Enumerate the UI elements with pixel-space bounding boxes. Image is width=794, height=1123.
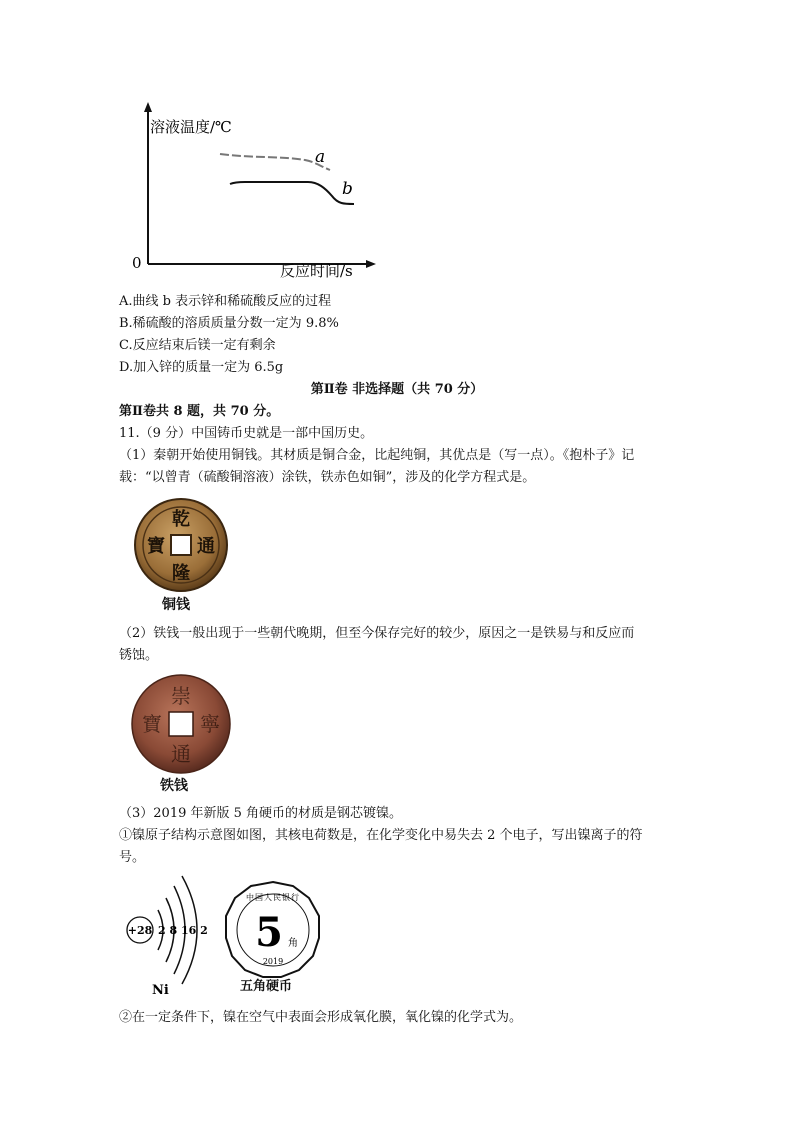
q11-part3: （3）2019 年新版 5 角硬币的材质是钢芯镀镍。 [119, 806, 403, 821]
iron-coin-caption: 铁钱 [160, 778, 188, 794]
copper-coin-image [133, 497, 233, 597]
q11-part3-1-line1: ①镍原子结构示意图如图，其核电荷数是，在化学变化中易失去 2 个电子，写出镍离子的符 [119, 828, 643, 843]
curve-a-label: a [315, 147, 326, 167]
q11-part1-line1: （1）秦朝开始使用铜钱。其材质是铜合金，比起纯铜，其优点是（写一点）。《抱朴子》记 [119, 448, 635, 463]
copper-coin-char-left: 寶 [147, 536, 165, 557]
option-d: D.加入锌的质量一定为 6.5g [119, 360, 284, 375]
section-title: 第Ⅱ卷 非选择题（共 70 分） [310, 382, 484, 397]
electron-shell-counts: 2 8 16 2 [158, 924, 208, 937]
iron-coin-char-bottom: 通 [171, 742, 191, 766]
x-axis-arrow [366, 260, 376, 268]
nucleus-charge: +28 [127, 924, 153, 937]
coin-unit: 角 [288, 938, 298, 949]
copper-coin-char-bottom: 隆 [172, 563, 190, 584]
iron-coin-char-right: 寧 [200, 712, 220, 736]
q11-part3-1-line2: 号。 [119, 850, 146, 865]
copper-coin-char-top: 乾 [172, 509, 190, 530]
coin-value: 5 [255, 909, 283, 956]
y-axis-arrow [144, 102, 152, 112]
curve-a [220, 154, 330, 170]
iron-coin-char-top: 崇 [171, 684, 191, 708]
ni-symbol: Ni [152, 983, 169, 998]
coin-top-text: 中国人民银行 [246, 893, 300, 902]
copper-coin-char-right: 通 [197, 536, 215, 557]
curve-b-label: b [342, 179, 353, 199]
q11-part2-line2: 锈蚀。 [119, 648, 159, 663]
x-axis-label: 反应时间/s [280, 262, 353, 280]
five-jiao-coin-image [223, 880, 323, 980]
iron-coin-char-left: 寶 [142, 712, 162, 736]
q11-part3-2: ②在一定条件下，镍在空气中表面会形成氧化膜，氧化镍的化学式为。 [119, 1010, 523, 1025]
section-subtitle: 第Ⅱ卷共 8 题，共 70 分。 [119, 404, 280, 419]
q11-part2-line1: （2）铁钱一般出现于一些朝代晚期，但至今保存完好的较少，原因之一是铁易与和反应而 [119, 626, 635, 641]
iron-coin-image [130, 673, 234, 777]
coin-year: 2019 [262, 957, 284, 966]
copper-coin-caption: 铜钱 [162, 597, 190, 613]
option-b: B.稀硫酸的溶质质量分数一定为 9.8% [119, 316, 339, 331]
option-a: A.曲线 b 表示锌和稀硫酸反应的过程 [119, 294, 332, 309]
y-axis-label: 溶液温度/℃ [150, 118, 232, 136]
option-c: C.反应结束后镁一定有剩余 [119, 338, 276, 353]
origin-label: 0 [132, 254, 142, 272]
ni-atom-structure-diagram [122, 872, 222, 998]
q11-part1-line2: 载：“以曾青（硫酸铜溶液）涂铁，铁赤色如铜”，涉及的化学方程式是。 [119, 470, 536, 485]
curve-b [230, 182, 354, 204]
temperature-time-graph [120, 96, 390, 286]
q11-stem: 11.（9 分）中国铸币史就是一部中国历史。 [119, 426, 374, 441]
five-jiao-coin-caption: 五角硬币 [240, 979, 293, 994]
